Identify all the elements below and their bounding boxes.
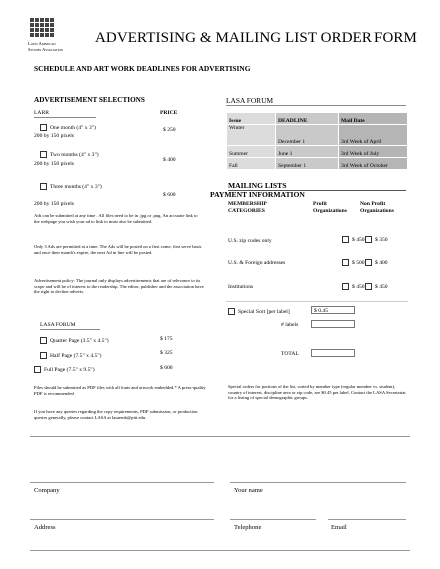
labels-label: # labels (281, 322, 299, 328)
mailing-profit-option[interactable] (342, 283, 365, 291)
ad-option-dim: 200 by 150 pixels (34, 161, 74, 167)
payment-heading: PAYMENT INFORMATION (210, 190, 305, 199)
forum-option-label: Half Page (7.5" x 4.5") (50, 352, 102, 359)
col-profit: Profit Organizations (313, 201, 347, 214)
labels-count-field[interactable] (311, 320, 355, 328)
your-name-label: Your name (234, 487, 263, 494)
ad-option-two-months[interactable] (40, 151, 99, 159)
forum-option-quarter[interactable] (40, 337, 109, 345)
col-membership: MEMBERSHIP CATEGORIES (228, 201, 267, 214)
mailing-row-label: U.S. & Foreign addresses (228, 260, 286, 266)
checkbox-quarter-page[interactable] (40, 337, 47, 344)
checkbox-profit-foreign[interactable] (342, 259, 349, 266)
cell: 3rd Week of October (339, 158, 408, 170)
ad-note-3: Advertisement policy: The journal only displays advertisements that are of relevance to its scope and will be of interest to the readership. The editor, publisher and the association have the right to decline adverts. (34, 278, 204, 295)
forum-option-price: $ 325 (160, 350, 173, 356)
address-field[interactable] (30, 519, 214, 520)
cell: Fall (227, 158, 276, 170)
price-label: PRICE (160, 110, 178, 116)
ad-option-label: One month (4" x 3") (50, 124, 96, 131)
table-row (227, 146, 408, 158)
special-sort-label: Special Sort [per label] (238, 308, 290, 315)
company-label: Company (34, 487, 60, 494)
address-label: Address (34, 524, 56, 531)
forum-option-full[interactable] (34, 366, 95, 374)
mailing-nonprofit-option[interactable] (365, 283, 388, 291)
ad-option-price: $ 250 (163, 127, 176, 133)
price: $ 450 (375, 283, 388, 290)
ad-option-three-months[interactable] (40, 183, 102, 191)
org-name-line1: Latin American (28, 41, 56, 46)
checkbox-nonprofit-institutions[interactable] (365, 283, 372, 290)
price: $ 450 (352, 283, 365, 290)
mailing-nonprofit-option[interactable] (365, 236, 388, 244)
ad-option-dim: 200 by 150 pixels (34, 133, 74, 139)
forum-deadlines-heading: LASA FORUM (226, 96, 406, 106)
ad-note-2: Only 3 Ads are permitted at a time. The Ads will be posted on a first come, first serve basis and once their month's expire, the next Ad in line will be posted. (34, 244, 202, 255)
forum-note-1: Files should be submitted as PDF files with all fonts and artwork embedded.* A press-quality PDF is recommended (34, 385, 206, 396)
company-field[interactable] (30, 482, 214, 483)
email-field[interactable] (328, 519, 406, 520)
forum-option-label: Quarter Page (3.5" x 4.5") (50, 337, 109, 344)
mailing-profit-option[interactable] (342, 236, 365, 244)
table-row (227, 158, 408, 170)
telephone-label: Telephone (234, 524, 262, 531)
col-deadline: DEADLINE (276, 113, 339, 125)
cell: December 1 (276, 125, 339, 146)
ad-note-1: Ads can be submitted at any time . All files need to be in .jpg or .png. An accurate link to the webpage you wish your ad to link to must also be submitted. (34, 213, 198, 224)
mailing-heading: MAILING LISTS (228, 181, 406, 191)
forum-option-half[interactable] (40, 352, 101, 360)
form-title: ADVERTISING & MAILING LIST ORDER (95, 30, 373, 46)
checkbox-full-page[interactable] (34, 366, 41, 373)
checkbox-half-page[interactable] (40, 352, 47, 359)
table-header-row (227, 113, 408, 125)
checkbox-nonprofit-foreign[interactable] (365, 259, 372, 266)
checkbox-profit-us[interactable] (342, 236, 349, 243)
price: $ 500 (352, 259, 365, 266)
table-row (227, 125, 408, 146)
special-sort-price-field[interactable]: $ 0.45 (311, 306, 355, 314)
section-divider (30, 436, 410, 437)
checkbox-nonprofit-us[interactable] (365, 236, 372, 243)
ad-option-price: $ 600 (163, 192, 176, 198)
ad-option-price: $ 400 (163, 157, 176, 163)
org-name-line2: Studies Association (28, 46, 63, 52)
forum-option-label: Full Page (7.5" x 9.5") (44, 366, 95, 373)
email-label: Email (331, 524, 347, 531)
col-issue: Issue (227, 113, 276, 125)
checkbox-two-months[interactable] (40, 151, 47, 158)
checkbox-one-month[interactable] (40, 124, 47, 131)
mailing-note: Special orders for portions of the list, sorted by member type (regular member vs. student), country of interest, discipline area or zip code, are $0.45 per label. Contact the LASA Secretariat for a listing of special demographic groups. (228, 384, 406, 401)
cell: 3rd Week of July (339, 146, 408, 158)
forum-note-2: If you have any queries regarding the copy requirements, PDF submission, or production queries generally, please contact LASA at lasaemb@pitt.edu. (34, 409, 198, 420)
price: $ 400 (375, 259, 388, 266)
mailing-profit-option[interactable] (342, 259, 365, 267)
price: $ 450 (352, 236, 365, 243)
ad-option-one-month[interactable] (40, 124, 96, 132)
checkbox-special-sort[interactable] (228, 308, 235, 315)
mailing-row-label: Institutions (228, 284, 254, 290)
checkbox-three-months[interactable] (40, 183, 47, 190)
price: $ 350 (375, 236, 388, 243)
special-sort-option[interactable] (228, 308, 290, 316)
checkbox-profit-institutions[interactable] (342, 283, 349, 290)
larr-label: LARR (34, 110, 96, 118)
cell: 3rd Week of April (339, 125, 408, 146)
bottom-field-line (30, 550, 410, 551)
forum-ads-heading: LASA FORUM (40, 322, 100, 330)
ad-option-label: Two months (4" x 3") (50, 151, 99, 158)
mailing-row-label: U.S. zip codes only (228, 238, 272, 244)
col-nonprofit: Non Profit Organizations (360, 201, 394, 214)
ads-heading: ADVERTISEMENT SELECTIONS (34, 96, 145, 104)
total-label: TOTAL (281, 351, 299, 357)
mailing-section-divider (226, 301, 408, 302)
logo-grid-icon (30, 18, 63, 37)
mailing-nonprofit-option[interactable] (365, 259, 388, 267)
form-word: FORM (374, 30, 417, 46)
cell: Winter (227, 125, 276, 146)
deadlines-table (226, 112, 408, 170)
forum-option-price: $ 600 (160, 365, 173, 371)
total-field[interactable] (311, 349, 355, 357)
cell: June 1 (276, 146, 339, 158)
telephone-field[interactable] (230, 519, 316, 520)
ad-option-label: Three months (4" x 3") (50, 183, 102, 190)
cell: Summer (227, 146, 276, 158)
lasa-logo (28, 18, 63, 52)
ad-option-dim: 200 by 150 pixels (34, 201, 74, 207)
col-mail-date: Mail Date (339, 113, 408, 125)
cell: September 1 (276, 158, 339, 170)
deadlines-subtitle: SCHEDULE AND ART WORK DEADLINES FOR ADVERTISING (34, 64, 251, 73)
forum-option-price: $ 175 (160, 336, 173, 342)
name-field[interactable] (230, 482, 406, 483)
